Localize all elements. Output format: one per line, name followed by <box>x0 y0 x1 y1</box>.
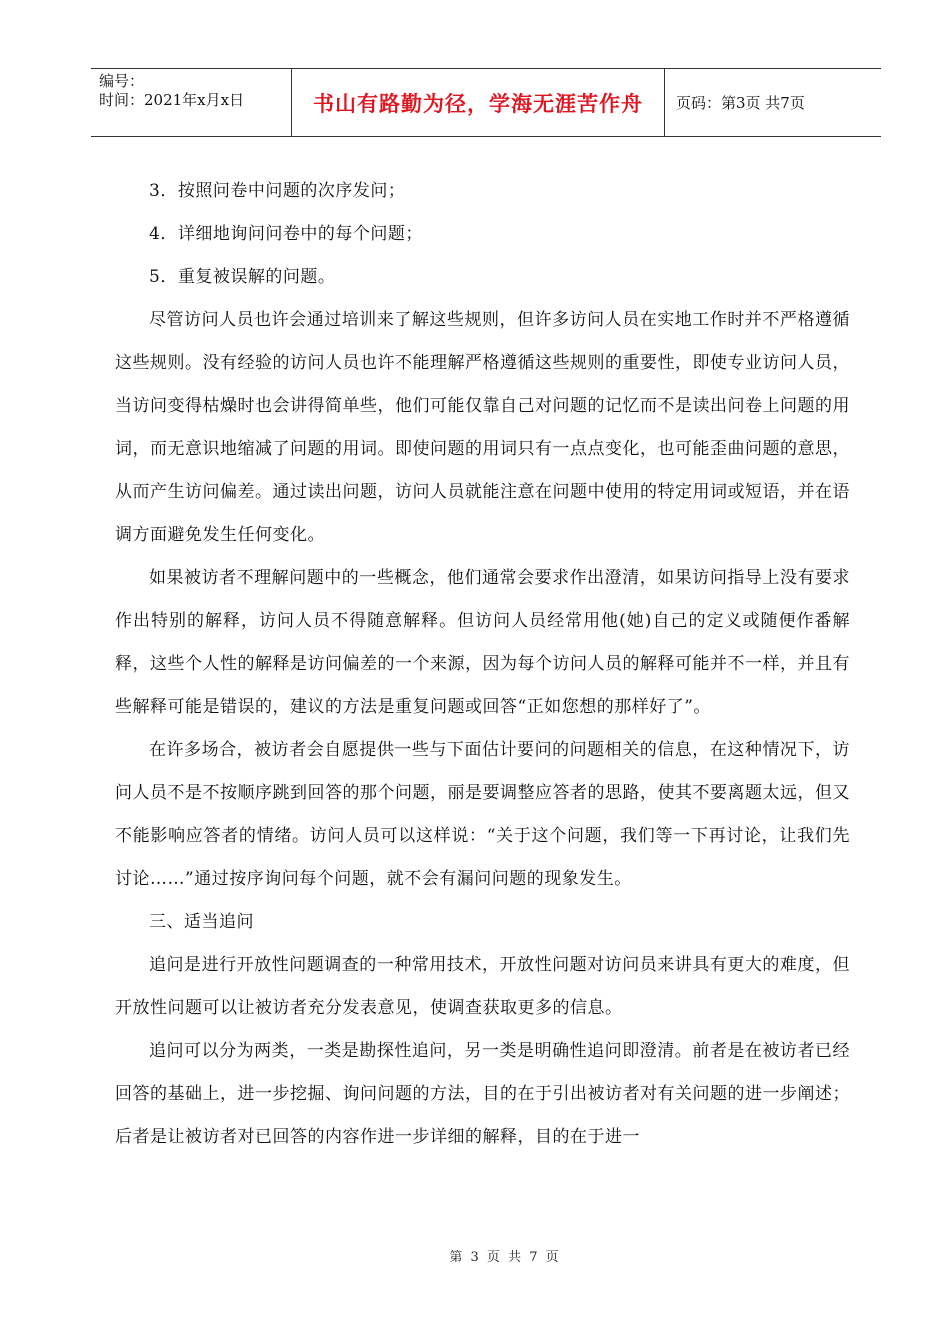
paragraph-probing-types: 追问可以分为两类，一类是勘探性追问，另一类是明确性追问即澄清。前者是在被访者已经回答的基础上，进一步挖掘、询问问题的方法，目的在于引出被访者对有关问题的进一步阐述；后者是让被访者对已回答的内容作进一步详细的解释，目的在于进一 <box>115 1041 850 1147</box>
paragraph-probing-intro: 追问是进行开放性问题调查的一种常用技术，开放性问题对访问员来讲具有更大的难度，但开放性问题可以让被访者充分发表意见，使调查获取更多的信息。 <box>115 955 850 1018</box>
header-right-cell <box>664 69 881 136</box>
list-item-3: 3．按照问卷中问题的次序发问； <box>149 181 406 201</box>
header-page-number: 页码：第3页 共7页 <box>676 94 805 112</box>
document-body <box>115 170 850 1159</box>
page-footer: 第 3 页 共 7 页 <box>449 1250 561 1265</box>
paragraph-question-order: 在许多场合，被访者会自愿提供一些与下面估计要问的问题相关的信息，在这种情况下，访问人员不是不按顺序跳到回答的那个问题，丽是要调整应答者的思路，使其不要离题太远，但又不能影响应答者的情绪。访问人员可以这样说：“关于这个问题，我们等一下再讨论，让我们先讨论……”通过按序询问每个问题，就不会有漏问问题的现象发生。 <box>115 740 850 889</box>
section-heading-probing: 三、适当追问 <box>149 912 254 932</box>
page-header <box>91 68 881 137</box>
header-middle-cell <box>291 69 665 136</box>
paragraph-rules-adherence: 尽管访问人员也许会通过培训来了解这些规则，但许多访问人员在实地工作时并不严格遵循这些规则。没有经验的访问人员也许不能理解严格遵循这些规则的重要性，即使专业访问人员，当访问变得枯燥时也会讲得简单些，他们可能仅靠自己对问题的记忆而不是读出问卷上问题的用词，而无意识地缩减了问题的用词。即使问题的用词只有一点点变化，也可能歪曲问题的意思，从而产生访问偏差。通过读出问题，访问人员就能注意在问题中使用的特定用词或短语，并在语调方面避免发生任何变化。 <box>115 310 850 545</box>
document-time-label: 时间：2021年x月x日 <box>99 91 245 109</box>
header-motto: 书山有路勤为径，学海无涯苦作舟 <box>313 91 643 116</box>
document-code-label: 编号： <box>99 72 145 90</box>
list-item-4: 4．详细地询问问卷中的每个问题； <box>149 224 423 244</box>
header-left-cell <box>91 69 291 136</box>
paragraph-clarification: 如果被访者不理解问题中的一些概念，他们通常会要求作出澄清，如果访问指导上没有要求作出特别的解释，访问人员不得随意解释。但访问人员经常用他(她)自己的定义或随便作番解释，这些个人性的解释是访问偏差的一个来源，因为每个访问人员的解释可能并不一样，并且有些解释可能是错误的，建议的方法是重复问题或回答“正如您想的那样好了”。 <box>115 568 850 717</box>
list-item-5: 5．重复被误解的问题。 <box>149 267 336 287</box>
